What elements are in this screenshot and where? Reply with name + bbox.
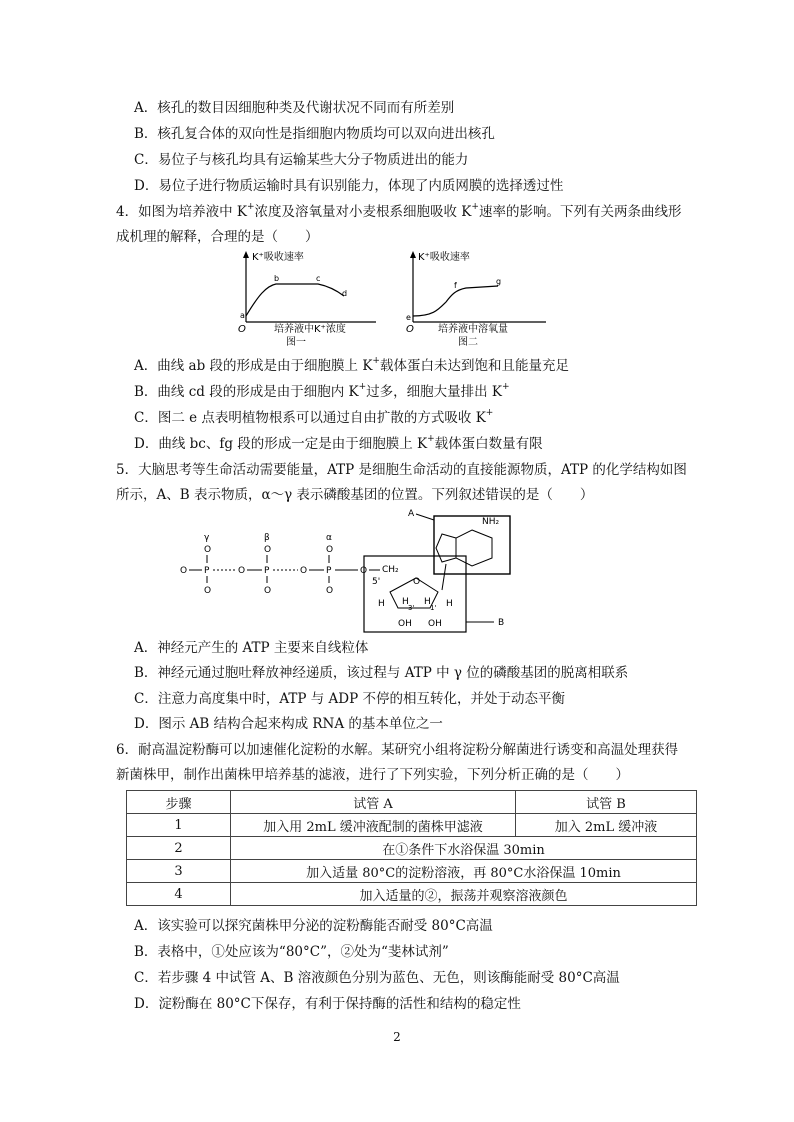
table-row [127,860,697,883]
terminal-o: O [180,566,188,576]
q5-option-a: A．神经元产生的 ATP 主要来自线粒体 [134,640,369,656]
table-header-row [127,791,697,814]
fig2-point-f: f [454,281,457,290]
gamma-bottom-o: O [204,586,212,596]
fig2-point-e: e [406,313,411,322]
q3-option-b: B．核孔复合体的双向性是指细胞内物质均可以双向进出核孔 [134,126,495,142]
table-row [127,883,697,906]
beta-label: β [264,533,270,543]
q4-stem-line2: 成机理的解释，合理的是（ ） [116,229,319,245]
q6-option-b: B．表格中，①处应该为“80°C”，②处为“斐林试剂” [134,944,449,960]
bridge-o-3: O [360,566,368,576]
fig1-xlabel: 培养液中K⁺浓度 [274,324,346,335]
fig2-xlabel: 培养液中溶氧量 [438,324,508,335]
table-cell: 在①条件下水浴保温 30min [231,837,697,860]
nh2-label: NH₂ [482,517,500,527]
fig1-caption: 图一 [286,337,306,348]
q5-option-c: C．注意力高度集中时，ATP 与 ADP 不停的相互转化，并处于动态平衡 [134,691,565,707]
q4-option-c: C．图二 e 点表明植物根系可以通过自由扩散的方式吸收 K+ [134,408,494,426]
label-a: A [408,509,415,519]
alpha-top-o: O [326,545,334,555]
gamma-p: P [204,566,210,576]
bridge-o-1: O [238,566,246,576]
atp-structure-figure [176,506,516,634]
beta-bottom-o: O [264,586,272,596]
fig1-point-d: d [342,289,348,298]
ring-o: O [413,577,421,587]
q3-option-a: A．核孔的数目因细胞种类及代谢状况不同而有所差别 [134,100,455,116]
q5-option-b: B．神经元通过胞吐释放神经递质，该过程与 ATP 中 γ 位的磷酸基团的脱离相联系 [134,665,629,681]
q6-option-d: D．淀粉酶在 80°C下保存，有利于保持酶的活性和结构的稳定性 [134,996,521,1012]
fig2-point-g: g [496,277,502,286]
ch2-label: CH₂ [382,565,399,575]
experiment-table [126,790,697,906]
fig1-point-b: b [274,274,280,283]
fig2-ylabel: K⁺吸收速率 [418,252,470,263]
h3-prime: 3' [408,604,415,612]
header-tube-a: 试管 A [231,791,516,814]
q5-stem-line1: 5．大脑思考等生命活动需要能量，ATP 是细胞生命活动的直接能源物质，ATP 的化学结构如图 [116,462,687,478]
fig1-ylabel: K⁺吸收速率 [252,252,304,263]
bridge-o-2: O [300,566,308,576]
header-tube-b: 试管 B [516,791,697,814]
alpha-label: α [326,533,332,543]
q3-option-d: D．易位子进行物质运输时具有识别能力，体现了内质网膜的选择透过性 [134,178,564,194]
beta-top-o: O [264,545,272,555]
h-right: H [446,599,453,609]
page-number: 2 [393,1030,401,1044]
table-row [127,837,697,860]
table-cell: 加入适量的②，振荡并观察溶液颜色 [231,883,697,906]
h-left: H [378,599,385,609]
fig2-origin: O [406,324,414,335]
gamma-label: γ [204,533,210,543]
box-b [364,556,466,632]
table-cell: 1 [127,814,231,837]
q6-option-c: C．若步骤 4 中试管 A、B 溶液颜色分别为蓝色、无色，则该酶能耐受 80°C高温 [134,970,620,986]
h1-label: H [424,597,431,607]
q4-stem-line1: 4．如图为培养液中 K+浓度及溶氧量对小麦根系细胞吸收 K+速率的影响。下列有关两条曲线形 [116,202,682,220]
alpha-bottom-o: O [326,586,334,596]
table-row [127,814,697,837]
table-cell: 2 [127,837,231,860]
c5-label: 5' [372,577,381,587]
q6-option-a: A．该实验可以探究菌株甲分泌的淀粉酶能否耐受 80°C高温 [134,918,493,934]
q6-stem-line2: 新菌株甲，制作出菌株甲培养基的滤液，进行了下列实验，下列分析正确的是（ ） [116,767,629,783]
q4-figures [228,248,558,348]
fig1-point-a: a [240,311,245,320]
q6-stem-line1: 6．耐高温淀粉酶可以加速催化淀粉的水解。某研究小组将淀粉分解菌进行诱变和高温处理获得 [116,742,679,758]
oh-right: OH [428,619,442,629]
label-b: B [498,618,505,628]
oh-left: OH [398,619,412,629]
table-cell: 加入适量 80°C的淀粉溶液，再 80°C水浴保温 10min [231,860,697,883]
fig2-caption: 图二 [458,337,478,348]
header-step: 步骤 [127,791,231,814]
table-cell: 加入用 2mL 缓冲液配制的菌株甲滤液 [231,814,516,837]
h1-prime: 1' [430,604,437,612]
q4-option-b: B．曲线 cd 段的形成是由于细胞内 K+过多，细胞大量排出 K+ [134,382,510,400]
q5-stem-line2: 所示，A、B 表示物质，α～γ 表示磷酸基团的位置。下列叙述错误的是（ ） [116,487,594,503]
table-cell: 3 [127,860,231,883]
h3-label: H [402,597,409,607]
q3-option-c: C．易位子与核孔均具有运输某些大分子物质进出的能力 [134,152,469,168]
q4-option-a: A．曲线 ab 段的形成是由于细胞膜上 K+载体蛋白未达到饱和且能量充足 [134,356,569,374]
fig1-point-c: c [316,274,321,283]
figure-2 [406,250,546,348]
q4-option-d: D．曲线 bc、fg 段的形成一定是由于细胞膜上 K+载体蛋白数量有限 [134,434,543,452]
gamma-top-o: O [204,545,212,555]
q5-option-d: D．图示 AB 结构合起来构成 RNA 的基本单位之一 [134,716,443,732]
fig1-origin: O [238,324,246,335]
table-cell: 4 [127,883,231,906]
beta-p: P [264,566,270,576]
alpha-p: P [326,566,332,576]
figure-1 [238,250,376,348]
table-cell: 加入 2mL 缓冲液 [516,814,697,837]
